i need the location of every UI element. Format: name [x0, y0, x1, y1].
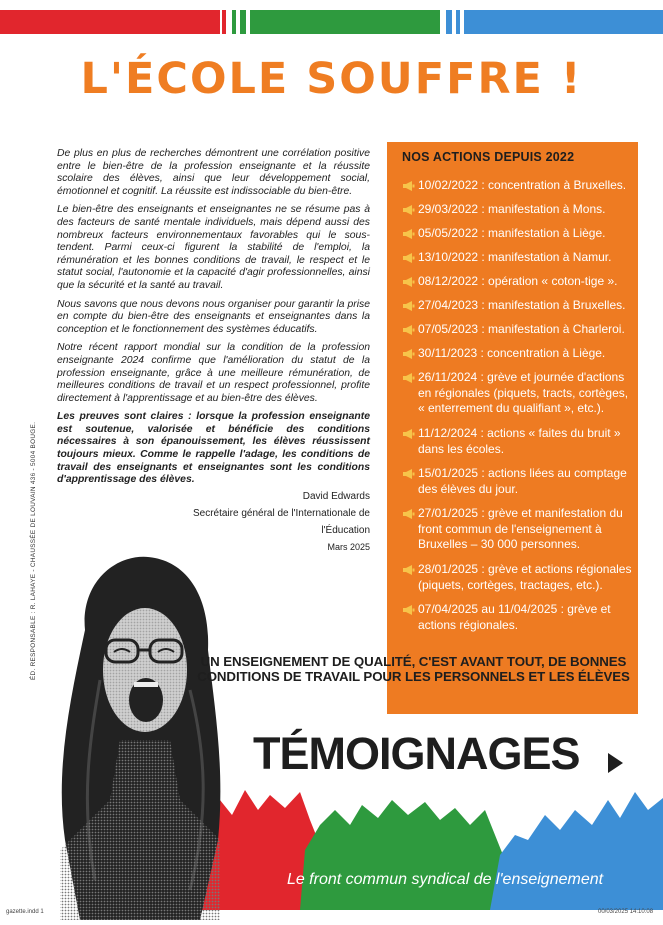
top-color-strip	[0, 10, 663, 34]
slogan-line-2: CONDITIONS DE TRAVAIL POUR LES PERSONNELS ET LES ÉLÈVES	[197, 669, 630, 684]
megaphone-icon	[402, 277, 415, 287]
megaphone-icon	[402, 181, 415, 191]
action-item: 30/11/2023 : concentration à Liège.	[402, 346, 632, 362]
print-mark-date: 00/03/2025 14:10:08	[598, 909, 654, 915]
article-paragraph-4: Notre récent rapport mondial sur la condition de la profession enseignante 2024 confirme que l'amélioration du statut de la profession enseignante, grâce à une meilleure rémunération, de meilleures conditions de travail et un respect professionnel, profite directement à l'apprentissage et au bien-être des élèves.	[57, 342, 370, 404]
action-item: 07/04/2025 au 11/04/2025 : grève et actions régionales.	[402, 602, 632, 633]
play-arrow-icon	[606, 752, 624, 774]
action-item: 27/01/2025 : grève et manifestation du front commun de l'enseignement à Bruxelles – 30 000 personnes.	[402, 506, 632, 553]
action-item: 07/05/2023 : manifestation à Charleroi.	[402, 322, 632, 338]
article-paragraph-5: Les preuves sont claires : lorsque la profession enseignante est soutenue, valorisée et bénéficie des conditions nécessaires à son épanouissement, les élèves réussissent toujours mieux. Comme le rappelle l'adage, les conditions de travail des enseignants et enseignantes sont les conditions d'apprentissage des élèves.	[57, 411, 370, 486]
action-item: 05/05/2022 : manifestation à Liège.	[402, 226, 632, 242]
megaphone-icon	[402, 325, 415, 335]
megaphone-icon	[402, 253, 415, 263]
actions-title: NOS ACTIONS DEPUIS 2022	[402, 150, 575, 164]
slogan-line-1: UN ENSEIGNEMENT DE QUALITÉ, C'EST AVANT TOUT, DE BONNES	[200, 654, 627, 669]
megaphone-icon	[402, 349, 415, 359]
action-item: 29/03/2022 : manifestation à Mons.	[402, 202, 632, 218]
article-paragraph-2: Le bien-être des enseignants et enseignantes ne se résume pas à des facteurs de santé mentale individuels, mais dépend aussi des nombreux facteurs environnementaux favorables qui le sous-tendent. Parmi ceux-ci figurent la stabilité de l'emploi, la rémunération et les bonnes conditions de travail, le respect et le statut social, l'autonomie et la capacité d'agir professionnelles, ainsi que la sécurité et la santé au travail.	[57, 204, 370, 291]
action-item: 11/12/2024 : actions « faites du bruit » dans les écoles.	[402, 426, 632, 457]
megaphone-icon	[402, 373, 415, 383]
megaphone-icon	[402, 509, 415, 519]
action-item: 27/04/2023 : manifestation à Bruxelles.	[402, 298, 632, 314]
footer-tagline: Le front commun syndical de l'enseignement	[286, 871, 604, 888]
action-item: 26/11/2024 : grève et journée d'actions en régionales (piquets, tracts, cortèges, « enterrement du qualifiant », etc.).	[402, 370, 632, 417]
print-mark-file: gazette.indd 1	[6, 909, 44, 915]
megaphone-icon	[402, 565, 415, 575]
article-paragraph-3: Nous savons que nous devons nous organiser pour garantir la prise en compte du bien-être des enseignants et enseignantes dans la conception et le fonctionnement des systèmes éducatifs.	[57, 298, 370, 335]
signature-role: Secrétaire général de l'Internationale de l'Éducation	[192, 508, 370, 536]
signature-date: Mars 2025	[327, 542, 370, 552]
screaming-teacher-photo	[40, 540, 240, 920]
actions-panel	[387, 142, 638, 714]
page-headline: L'ÉCOLE SOUFFRE !	[80, 54, 583, 104]
slogan	[186, 654, 641, 684]
article-body	[57, 148, 370, 493]
article-paragraph-1: De plus en plus de recherches démontrent une corrélation positive entre le bien-être de la profession enseignante et la réussite scolaire des élèves, ainsi que leur développement social, émotionnel et cognitif. La réussite est indissociable du bien-être.	[57, 148, 370, 197]
temoignages-heading: TÉMOIGNAGES	[253, 728, 580, 779]
action-item: 28/01/2025 : grève et actions régionales (piquets, cortèges, tractages, etc.).	[402, 562, 632, 593]
action-item: 15/01/2025 : actions liées au comptage des élèves du jour.	[402, 466, 632, 497]
action-item: 13/10/2022 : manifestation à Namur.	[402, 250, 632, 266]
action-item: 10/02/2022 : concentration à Bruxelles.	[402, 178, 632, 194]
megaphone-icon	[402, 205, 415, 215]
action-item: 08/12/2022 : opération « coton-tige ».	[402, 274, 632, 290]
signature-author: David Edwards	[302, 491, 370, 502]
megaphone-icon	[402, 605, 415, 615]
megaphone-icon	[402, 429, 415, 439]
megaphone-icon	[402, 469, 415, 479]
publisher-imprint: ÉD. RESPONSABLE : R. LAHAYE - CHAUSSÉE DE LOUVAIN 436 - 5004 BOUGE.	[30, 421, 37, 680]
megaphone-icon	[402, 301, 415, 311]
megaphone-icon	[402, 229, 415, 239]
